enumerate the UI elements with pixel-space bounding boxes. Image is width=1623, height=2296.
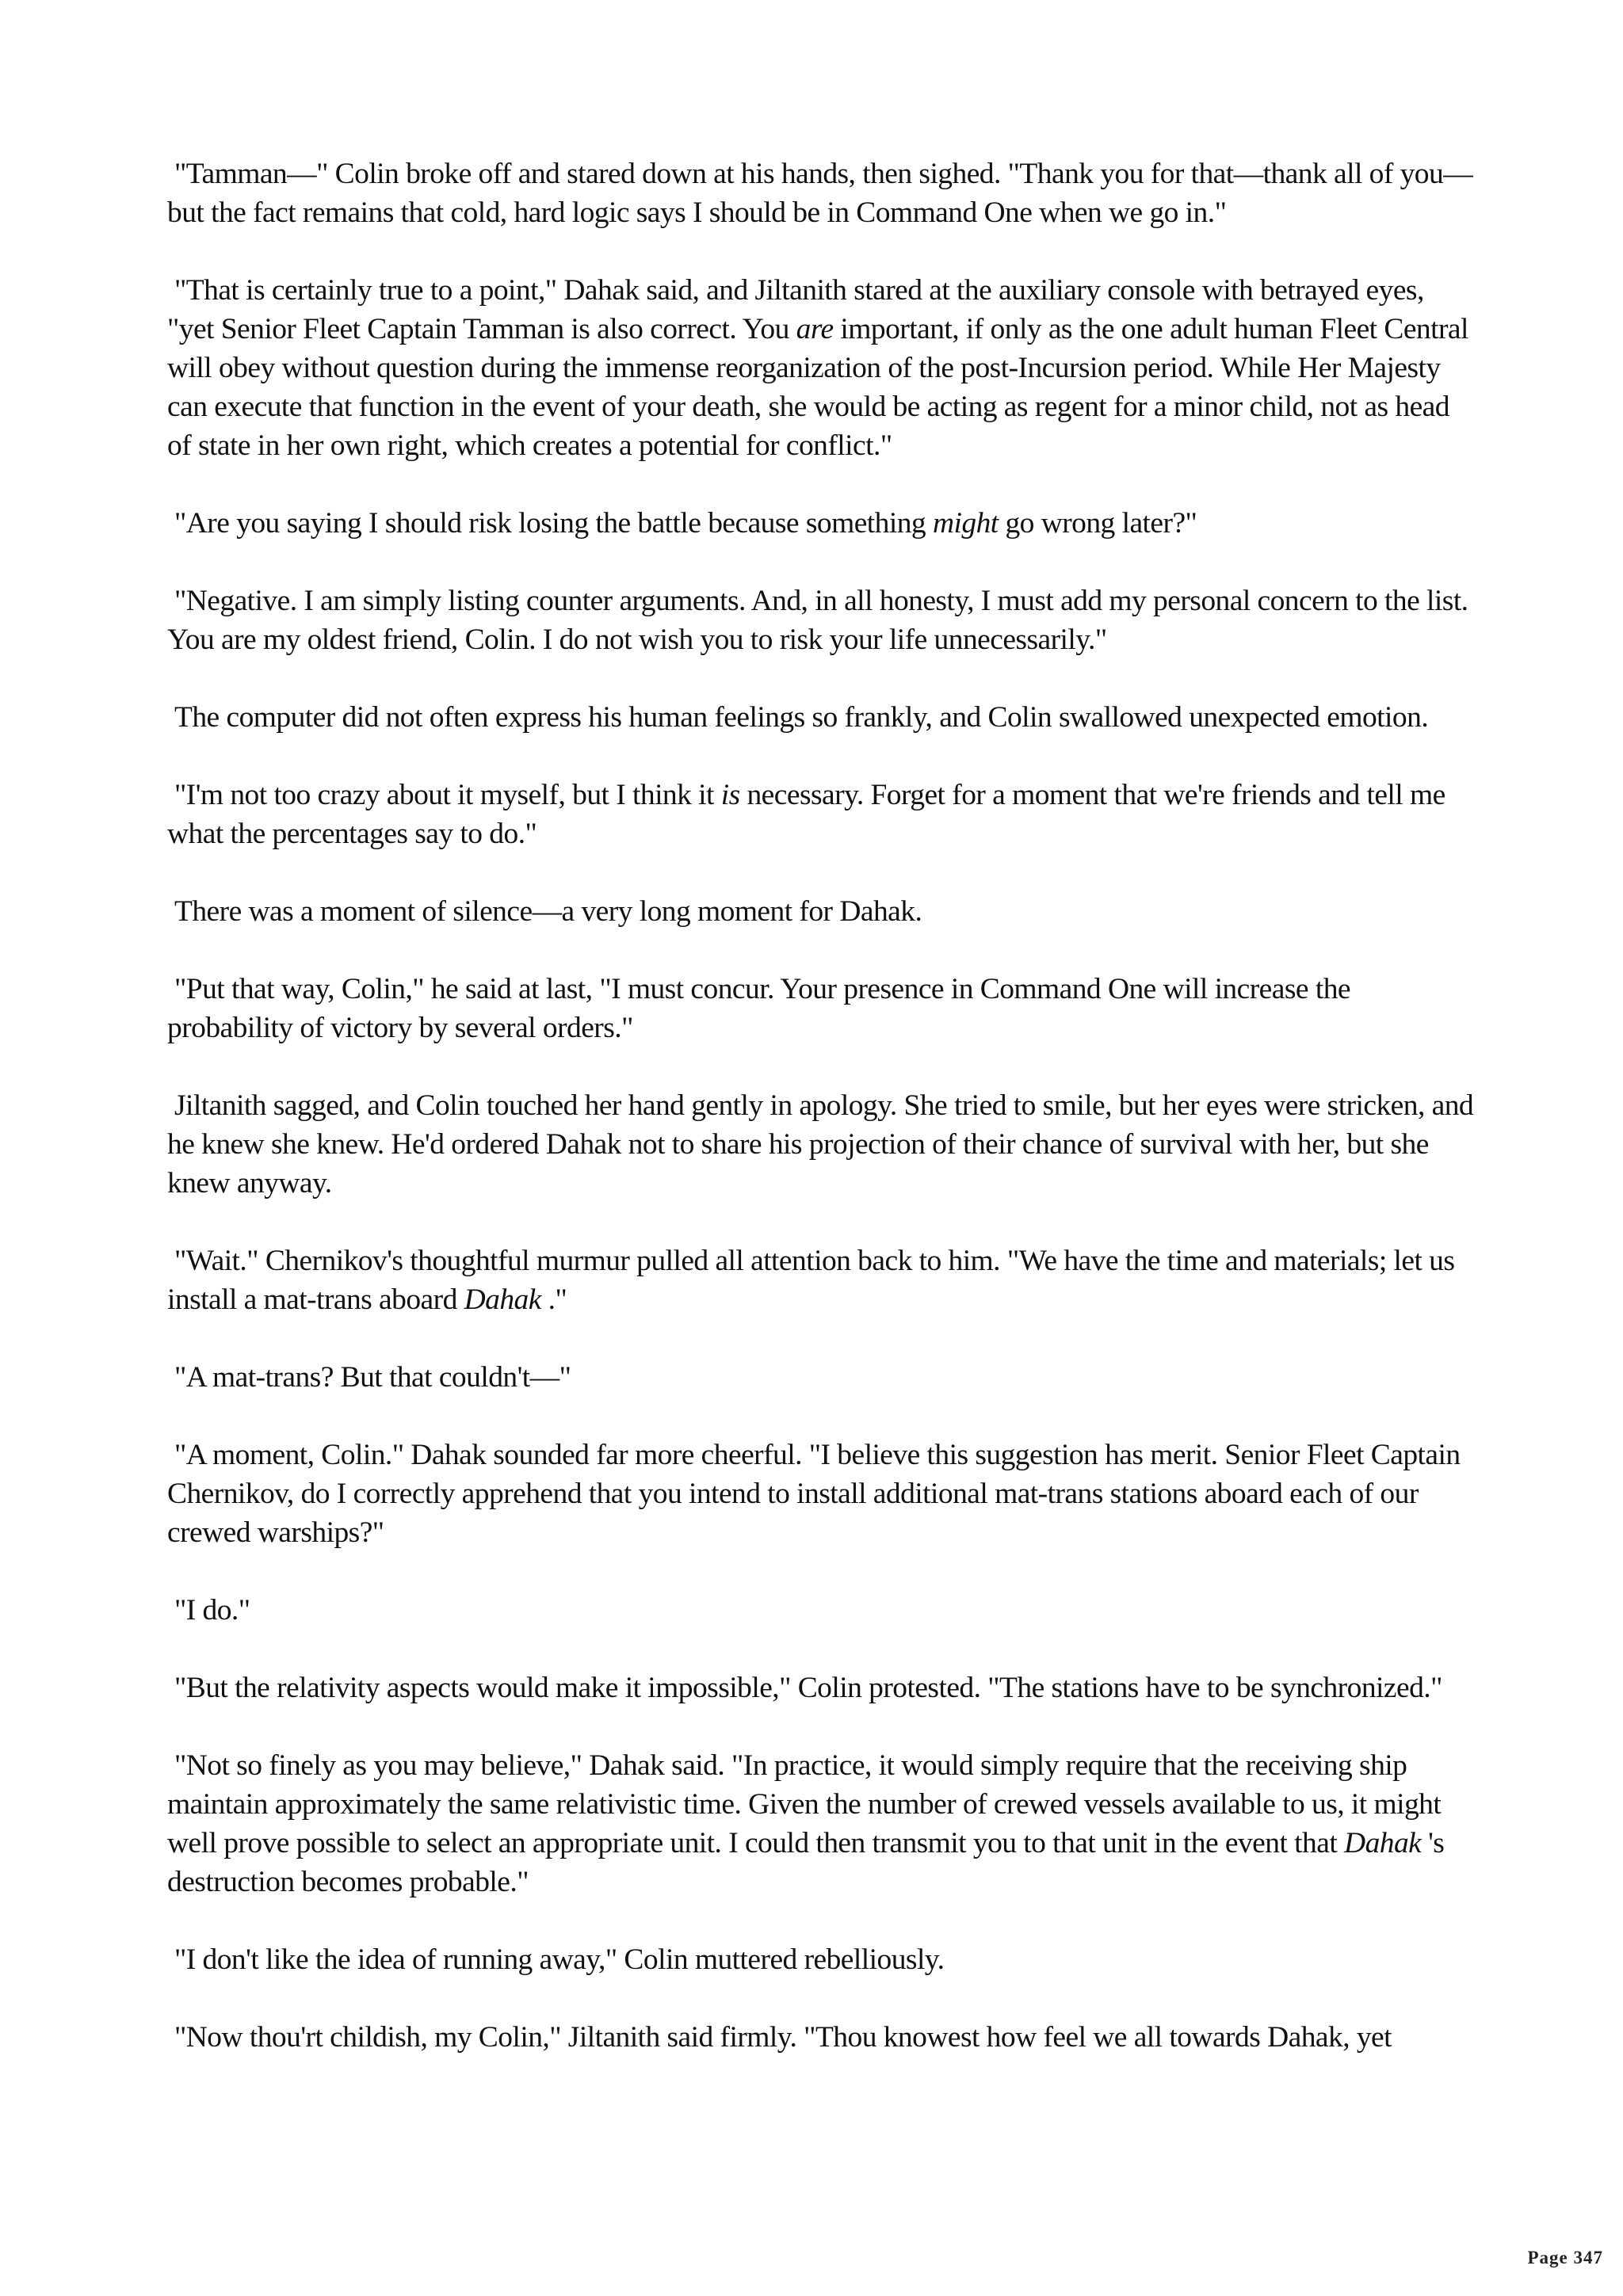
paragraph: [167, 1436, 1475, 1552]
paragraph-text: "I don't like the idea of running away," Colin muttered rebelliously.: [174, 1943, 945, 1976]
paragraph: [167, 1241, 1475, 1319]
paragraph: [167, 1086, 1475, 1203]
paragraph-text: 's destruction becomes probable.": [167, 1827, 1445, 1898]
paragraph: [167, 582, 1475, 659]
paragraph-text: "Put that way, Colin," he said at last, "I must concur. Your presence in Command One will increase the probability of victory by several orders.": [167, 973, 1350, 1044]
emphasis-text: are: [796, 313, 834, 345]
paragraph-text: "That is certainly true to a point," Dahak said, and Jiltanith stared at the auxiliary console with betrayed eyes, "yet Senior Fleet Captain Tamman is also correct. You: [167, 274, 1424, 345]
emphasis-text: Dahak: [1344, 1827, 1422, 1859]
paragraph: [167, 154, 1475, 232]
paragraph-text: "A moment, Colin." Dahak sounded far more cheerful. "I believe this suggestion has merit. Senior Fleet Captain Chernikov, do I correctly apprehend that you intend to install additional mat-trans stations aboard each of our crewed warships?": [167, 1439, 1461, 1549]
paragraph: [167, 1591, 1475, 1630]
paragraph-text: "Tamman—" Colin broke off and stared down at his hands, then sighed. "Thank you for that—thank all of you—but the fact remains that cold, hard logic says I should be in Command One when we go in.": [167, 158, 1473, 229]
paragraph: [167, 698, 1475, 737]
paragraph-text: go wrong later?": [998, 507, 1197, 540]
paragraph: [167, 1940, 1475, 1979]
paragraph: [167, 1669, 1475, 1707]
paragraph: [167, 271, 1475, 465]
paragraph-text: "Negative. I am simply listing counter arguments. And, in all honesty, I must add my personal concern to the list. You are my oldest friend, Colin. I do not wish you to risk your life unnecessarily.": [167, 585, 1468, 656]
paragraph-text: important, if only as the one adult human Fleet Central will obey without question during the immense reorganization of the post-Incursion period. While Her Majesty can execute that function in the event of your death, she would be acting as regent for a minor child, not as head of state in her own right, which creates a potential for conflict.": [167, 313, 1468, 462]
paragraph-text: .": [540, 1283, 567, 1316]
paragraph-text: The computer did not often express his human feelings so frankly, and Colin swallowed unexpected emotion.: [174, 701, 1429, 734]
paragraph-text: "I do.": [174, 1594, 250, 1627]
body-text: [167, 154, 1475, 2057]
paragraph: [167, 2018, 1475, 2057]
emphasis-text: Dahak: [464, 1283, 541, 1316]
paragraph-text: "Now thou'rt childish, my Colin," Jiltanith said firmly. "Thou knowest how feel we all towards Dahak, yet: [174, 2021, 1392, 2054]
paragraph-text: "Not so finely as you may believe," Dahak said. "In practice, it would simply require that the receiving ship maintain approximately the same relativistic time. Given the number of crewed vessels available to us, it might well prove possible to select an appropriate unit. I could then transmit you to that unit in the event that: [167, 1749, 1442, 1859]
paragraph: [167, 1358, 1475, 1397]
paragraph: [167, 970, 1475, 1047]
paragraph: [167, 1746, 1475, 1901]
paragraph-text: "Are you saying I should risk losing the battle because something: [174, 507, 933, 540]
paragraph: [167, 776, 1475, 853]
paragraph-text: "I'm not too crazy about it myself, but I think it: [174, 779, 721, 811]
paragraph: [167, 892, 1475, 931]
emphasis-text: might: [932, 507, 999, 540]
page-number: Page 347: [1527, 2248, 1603, 2267]
paragraph-text: Jiltanith sagged, and Colin touched her hand gently in apology. She tried to smile, but her eyes were stricken, and he knew she knew. He'd ordered Dahak not to share his projection of their chance of survival with her, but she knew anyway.: [167, 1089, 1474, 1199]
paragraph: [167, 504, 1475, 543]
paragraph-text: "But the relativity aspects would make it impossible," Colin protested. "The stations have to be synchronized.": [174, 1672, 1442, 1704]
paragraph-text: "A mat-trans? But that couldn't—": [174, 1361, 571, 1394]
paragraph-text: "Wait." Chernikov's thoughtful murmur pulled all attention back to him. "We have the time and materials; let us install a mat-trans aboard: [167, 1245, 1455, 1316]
paragraph-text: There was a moment of silence—a very long moment for Dahak.: [174, 895, 922, 928]
paragraph-text: necessary. Forget for a moment that we're friends and tell me what the percentages say to do.": [167, 779, 1445, 850]
emphasis-text: is: [720, 779, 740, 811]
